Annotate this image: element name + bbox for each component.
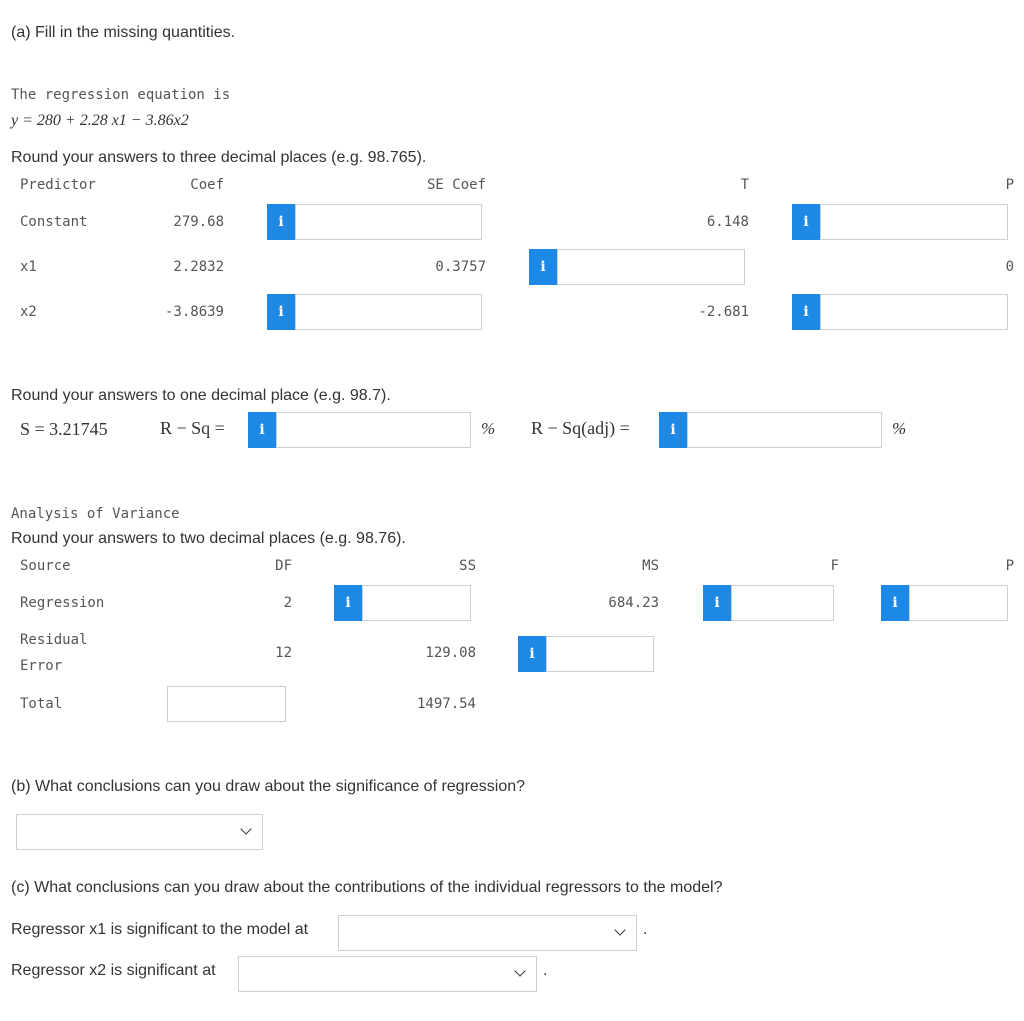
- f-regression-input[interactable]: [731, 585, 834, 621]
- anova-df-regression: 2: [283, 595, 292, 611]
- part-a-heading: (a) Fill in the missing quantities.: [11, 24, 236, 41]
- round-one-instruction: Round your answers to one decimal place (e.g. 98.7).: [11, 387, 391, 404]
- coef-x2: -3.8639: [164, 304, 224, 320]
- p-x2-input[interactable]: [820, 294, 1008, 330]
- ss-regression-input[interactable]: [362, 585, 471, 621]
- info-icon[interactable]: i: [881, 585, 909, 621]
- anova-ss-residual: 129.08: [425, 645, 476, 661]
- anova-source-error: Error: [20, 658, 63, 674]
- predictor-x2: x2: [20, 304, 37, 320]
- info-icon[interactable]: i: [659, 412, 687, 448]
- info-icon[interactable]: i: [529, 249, 557, 285]
- header-p: P: [1005, 177, 1014, 193]
- x2-significance-dropdown[interactable]: [238, 956, 537, 992]
- x1-significance-label: Regressor x1 is significant to the model at: [11, 921, 309, 938]
- anova-header-ss: SS: [459, 558, 476, 574]
- df-total-input[interactable]: [167, 686, 286, 722]
- t-x2: -2.681: [698, 304, 749, 320]
- round-two-instruction: Round your answers to two decimal places (e.g. 98.76).: [11, 530, 406, 547]
- se-coef-x1: 0.3757: [435, 259, 486, 275]
- predictor-x1: x1: [20, 259, 37, 275]
- anova-header-f: F: [830, 558, 839, 574]
- chevron-down-icon: [240, 823, 251, 834]
- info-icon[interactable]: i: [703, 585, 731, 621]
- x2-period: .: [543, 962, 548, 979]
- se-coef-constant-input[interactable]: [295, 204, 482, 240]
- rsq-adj-input[interactable]: [687, 412, 882, 448]
- p-regression-input[interactable]: [909, 585, 1008, 621]
- rsq-label: R − Sq =: [160, 418, 225, 438]
- info-icon[interactable]: i: [267, 204, 295, 240]
- rsq-adj-label: R − Sq(adj) =: [531, 418, 630, 438]
- coef-x1: 2.2832: [173, 259, 224, 275]
- p-constant-input[interactable]: [820, 204, 1008, 240]
- anova-source-regression: Regression: [20, 595, 105, 611]
- info-icon[interactable]: i: [248, 412, 276, 448]
- part-b-question: (b) What conclusions can you draw about the significance of regression?: [11, 778, 526, 795]
- info-icon[interactable]: i: [334, 585, 362, 621]
- anova-header-p: P: [1005, 558, 1014, 574]
- rsq-percent: %: [481, 419, 496, 438]
- anova-ss-total: 1497.54: [416, 696, 476, 712]
- header-se-coef: SE Coef: [426, 177, 486, 193]
- s-value: S = 3.21745: [20, 419, 108, 439]
- anova-df-residual: 12: [275, 645, 292, 661]
- rsq-input[interactable]: [276, 412, 471, 448]
- anova-header-ms: MS: [642, 558, 659, 574]
- header-t: T: [740, 177, 749, 193]
- ms-residual-input[interactable]: [546, 636, 654, 672]
- anova-header-source: Source: [20, 558, 71, 574]
- regression-equation-label: The regression equation is: [11, 87, 231, 103]
- anova-source-residual: Residual: [20, 632, 88, 648]
- info-icon[interactable]: i: [267, 294, 295, 330]
- part-c-question: (c) What conclusions can you draw about the contributions of the individual regressors to the model?: [11, 879, 723, 896]
- x2-significance-label: Regressor x2 is significant at: [11, 962, 216, 979]
- header-coef: Coef: [190, 177, 224, 193]
- coef-constant: 279.68: [173, 214, 224, 230]
- significance-dropdown[interactable]: [16, 814, 263, 850]
- anova-ms-regression: 684.23: [608, 595, 659, 611]
- anova-title: Analysis of Variance: [11, 506, 180, 522]
- rsq-adj-percent: %: [892, 419, 907, 438]
- header-predictor: Predictor: [20, 177, 96, 193]
- chevron-down-icon: [514, 965, 525, 976]
- round-three-instruction: Round your answers to three decimal places (e.g. 98.765).: [11, 149, 427, 166]
- chevron-down-icon: [614, 924, 625, 935]
- t-constant: 6.148: [706, 214, 749, 230]
- regression-equation: y = 280 + 2.28 x1 − 3.86x2: [11, 112, 189, 129]
- info-icon[interactable]: i: [792, 294, 820, 330]
- x1-period: .: [643, 921, 648, 938]
- se-coef-x2-input[interactable]: [295, 294, 482, 330]
- anova-header-df: DF: [275, 558, 292, 574]
- t-x1-input[interactable]: [557, 249, 745, 285]
- x1-significance-dropdown[interactable]: [338, 915, 637, 951]
- predictor-constant: Constant: [20, 214, 88, 230]
- info-icon[interactable]: i: [792, 204, 820, 240]
- p-x1: 0: [1005, 259, 1014, 275]
- anova-source-total: Total: [20, 696, 63, 712]
- info-icon[interactable]: i: [518, 636, 546, 672]
